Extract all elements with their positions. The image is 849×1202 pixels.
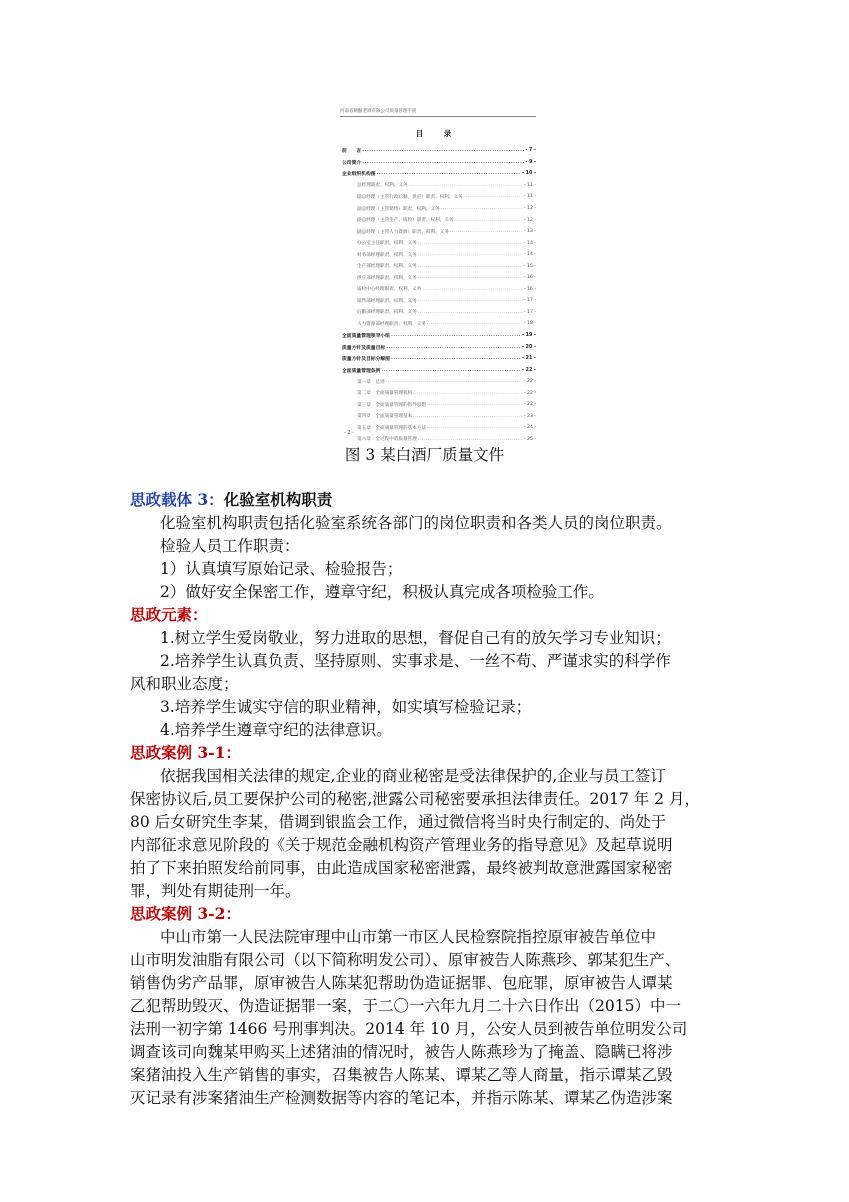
toc-entry-text: 第一章 总则 [357,379,385,385]
case1-line: 罪，判处有期徒刑一年。 [130,882,301,900]
toc-entry [342,203,536,215]
toc-entry-text: 质量方针及质量目标 [342,345,386,351]
case2-line: 山市明发油脂有限公司（以下简称明发公司）、原审被告人陈燕珍、郭某犯生产、 [130,951,681,969]
toc-entry-page: - 22 - [523,390,536,396]
elements-heading: 思政元素： [130,605,208,624]
toc-entry-text: 质检中心经理职责、权利、义务 [357,287,422,293]
toc-entry-text: 第三章 全面质量管理的指导思想 [357,402,426,408]
toc-leader-dots [450,229,523,234]
toc-entry [342,214,536,226]
toc-entry-page: - 23 - [523,413,536,419]
elements-line: 4.培养学生遵章守纪的法律意识。 [160,721,392,739]
toc-entry-text: 第五章 全面质量管理的基本方法 [357,425,426,431]
case1-line: 保密协议后,员工要保护公司的秘密,泄露公司秘密要承担法律责任。2017 年 2 月， [130,790,700,808]
elements-line: 3.培养学生诚实守信的职业精神，如实填写检验记录； [160,698,532,716]
toc-leader-dots [362,148,524,153]
toc-entry-text: 副总经理（主管人力资源）职责、权利、义务 [357,229,449,235]
toc-leader-dots [418,252,523,257]
toc-entry-page: - 12 - [523,206,536,211]
carrier-label: 思政载体 3： [130,490,224,509]
toc-entry-text: 质量方针及目标分解图 [342,357,390,363]
toc-leader-dots [418,275,523,280]
toc-leader-dots [454,218,522,223]
toc-leader-dots [418,298,523,303]
elements-line: 1.树立学生爱岗敬业，努力进取的思想，督促自己有的放矢学习专业知识； [160,629,671,647]
toc-leader-dots [413,414,523,419]
carrier-line: 化验室机构职责包括化验室系统各部门的岗位职责和各类人员的岗位职责。 [160,514,672,532]
case2-line: 案猪油投入生产销售的事实，召集被告人陈某、谭某乙等人商量，指示谭某乙毁 [130,1066,673,1084]
toc-entry-page: - 22 - [522,367,536,373]
case2-line: 调查该司向魏某甲购买上述猪油的情况时，被告人陈燕珍为了掩盖、隐瞒已将涉 [130,1043,673,1061]
toc-entry [342,376,536,388]
toc-entry [342,399,536,411]
toc-entry-text: 副总经理（主管销售）职责、权利、义务 [357,206,440,212]
toc-entry [342,260,536,272]
toc-entry [342,422,536,434]
case1-line: 80 后女研究生李某，借调到银监会工作，通过微信将当时央行制定的、尚处于 [130,813,667,831]
toc-entry [342,191,536,203]
toc-entry-page: - 17 - [523,298,536,304]
toc-list [342,145,536,445]
case1-line: 拍了下来拍照发给前同事，由此造成国家秘密泄露，最终被判故意泄露国家秘密 [130,859,673,877]
toc-entry-text: 总经理职责、权利、义务 [357,183,408,189]
toc-entry [342,284,536,296]
toc-entry-text: 前 言 [342,149,362,155]
toc-leader-dots [427,402,523,407]
case1-line: 内部征求意见阶段的《关于规范金融机构资产管理业务的指导意见》及起草说明 [130,836,673,854]
toc-entry [342,180,536,192]
toc-leader-dots [427,425,523,430]
toc-entry [342,168,536,180]
carrier-line: 2）做好安全保密工作，遵章守纪，积极认真完成各项检验工作。 [160,583,604,601]
toc-entry-page: - 21 - [522,356,536,362]
toc-entry [342,387,536,399]
toc-entry-page: - 22 - [523,379,536,385]
toc-leader-dots [427,321,523,326]
toc-leader-dots [418,241,523,246]
toc-entry-page: - 16 - [523,286,536,292]
case1-line: 依据我国相关法律的规定,企业的商业秘密是受法律保护的,企业与员工签订 [160,767,666,785]
toc-leader-dots [418,437,523,442]
toc-entry-page: - 17 - [523,309,536,315]
toc-leader-dots [377,171,521,176]
toc-figure [340,104,536,443]
toc-leader-dots [413,391,523,396]
toc-leader-dots [418,310,523,315]
toc-entry-page: - 10 - [522,171,536,177]
toc-entry-page: - 24 - [523,425,536,431]
toc-leader-dots [362,160,524,165]
toc-entry-text: 公司简介 [342,160,362,166]
carrier-line: 1）认真填写原始记录、检验报告； [160,560,403,578]
toc-entry-page: - 20 - [522,344,536,350]
toc-entry-text: 第四章 全面质量管理基本 [357,414,413,420]
case2-line: 中山市第一人民法院审理中山市第一市区人民检察院指控原审被告单位中 [160,928,657,946]
toc-entry [342,330,536,342]
elements-line: 风和职业态度； [130,675,239,693]
toc-page-number: - 2 - [344,430,354,436]
toc-entry-text: 全面质量管理条例 [342,368,381,374]
toc-leader-dots [386,379,523,384]
toc-entry-text: 副总经理（主管行政后勤、供应）职责、权利、义务 [357,194,463,200]
toc-entry-text: 人力资源部经理职责、权利、义务 [357,321,426,327]
toc-entry-page: - 15 - [523,263,536,269]
toc-entry-text: 后勤部经理职责、权利、义务 [357,310,417,316]
toc-entry-text: 第二章 全面质量管理机构 [357,391,413,397]
toc-entry [342,411,536,423]
toc-entry-page: - 11 - [523,182,536,188]
toc-leader-dots [418,264,523,269]
toc-leader-dots [391,356,521,361]
elements-line: 2.培养学生认真负责、坚持原则、实事求是、一丝不苟、严谨求实的科学作 [160,652,671,670]
toc-entry-text: 销售部经理职责、权利、义务 [357,298,417,304]
toc-entry [342,295,536,307]
toc-title: 目 录 [415,129,461,138]
toc-entry [342,353,536,365]
toc-entry [342,249,536,261]
toc-leader-dots [391,333,521,338]
toc-entry [342,145,536,157]
toc-header-rule [340,116,536,117]
case2-line: 灭记录有涉案猪油生产检测数据等内容的笔记本，并指示陈某、谭某乙伪造涉案 [130,1089,673,1107]
toc-entry-page: - 14 - [523,240,536,246]
toc-entry-page: - 12 - [523,217,536,223]
toc-entry [342,307,536,319]
toc-entry [342,318,536,330]
carrier-line: 检验人员工作职责： [160,537,300,555]
toc-entry-page: - 13 - [523,229,536,235]
case1-heading: 思政案例 3-1： [130,743,241,762]
carrier-heading [130,489,730,511]
toc-entry-text: 办公室主任职责、权利、义务 [357,241,417,247]
toc-entry-page: - 9 - [525,159,536,165]
toc-entry-page: - 14 - [523,252,536,258]
toc-entry [342,341,536,353]
toc-entry-page: - 19 - [522,333,536,339]
toc-entry-page: - 16 - [523,275,536,281]
case2-line: 法刑一初字第 1466 号刑事判决。2014 年 10 月，公安人员到被告单位明发公司 [130,1020,688,1038]
toc-entry-page: - 11 - [523,194,536,200]
toc-entry-text: 生产部经理职责、权利、义务 [357,264,417,270]
toc-entry-text: 副总经理（主管生产、质检）职责、权利、义务 [357,218,454,224]
toc-leader-dots [464,194,523,199]
case2-line: 销售伪劣产品罪，原审被告人陈某犯帮助伪造证据罪、包庇罪，原审被告人谭某 [130,974,673,992]
case2-line: 乙犯帮助毁灭、伪造证据罪一案，于二〇一六年九月二十六日作出（2015）中一 [130,997,681,1015]
toc-entry-text: 全面质量管理领导小组 [342,334,390,340]
toc-leader-dots [381,368,521,373]
toc-entry-page: - 25 - [523,436,536,442]
toc-running-header: 河南省朝酿老酒有限公司质量管理手册 [340,109,417,114]
case2-heading: 思政案例 3-2： [130,904,241,923]
toc-entry [342,157,536,169]
toc-leader-dots [409,183,523,188]
figure-caption: 图 3 某白酒厂质量文件 [344,446,505,464]
toc-entry-page: - 22 - [523,402,536,408]
toc-leader-dots [422,287,523,292]
toc-entry [342,237,536,249]
toc-leader-dots [386,345,521,350]
carrier-title: 化验室机构职责 [223,490,333,509]
toc-entry-text: 供应部经理职责、权利、义务 [357,275,417,281]
toc-entry [342,226,536,238]
toc-entry-text: 财务部经理职责、权利、义务 [357,252,417,258]
toc-entry-text: 第六章 全过程中的质量管理 [357,437,417,443]
toc-entry-page: - 18 - [523,321,536,327]
toc-entry [342,272,536,284]
toc-leader-dots [441,206,523,211]
toc-entry-text: 企业组织机构图 [342,172,376,178]
toc-entry-page: - 7 - [525,148,536,154]
toc-entry [342,364,536,376]
